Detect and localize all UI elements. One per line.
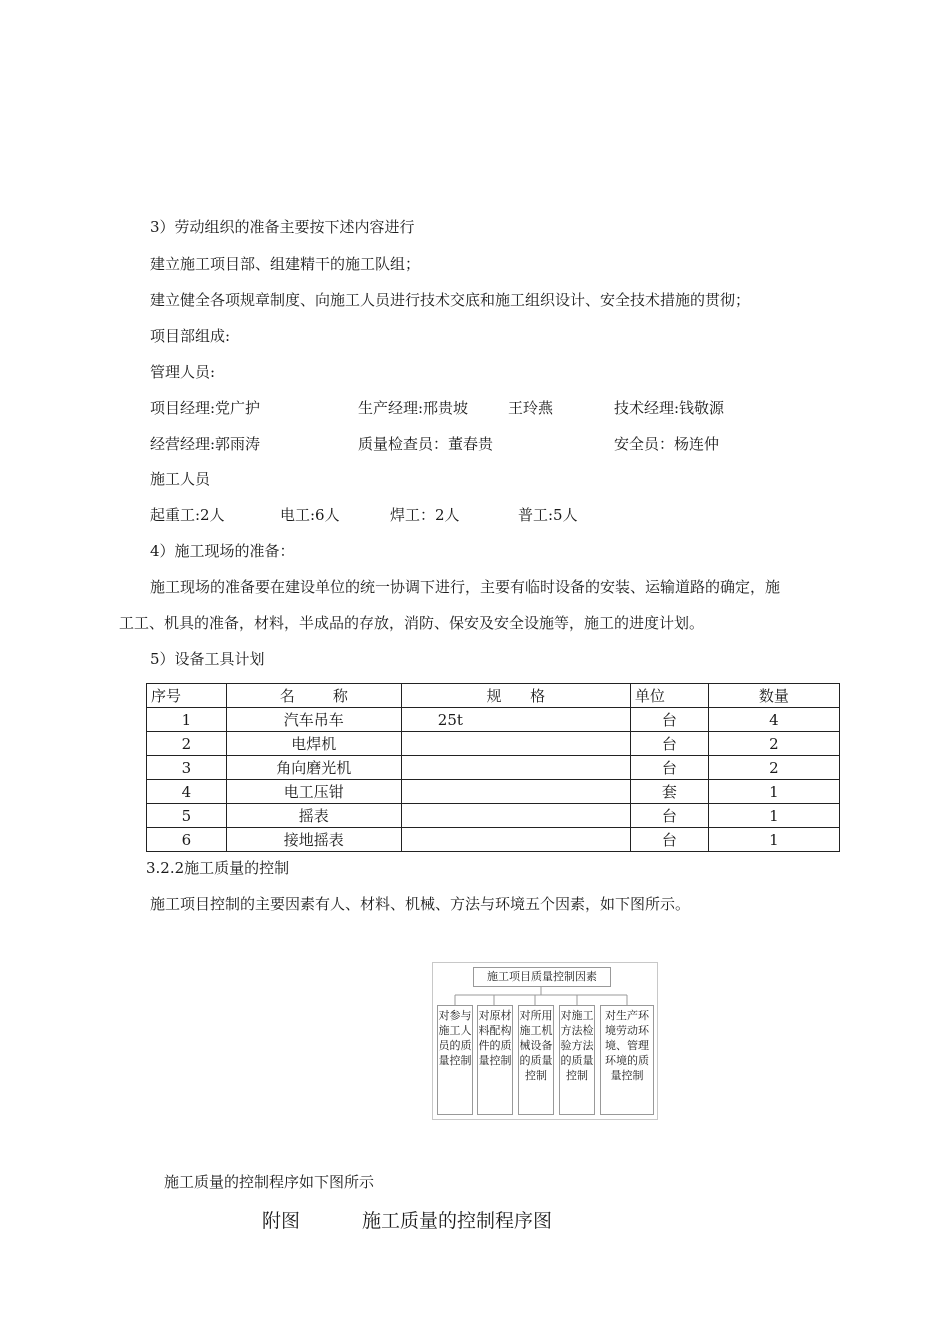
quality-factor-diagram bbox=[432, 962, 658, 1120]
para-site-detail-1: 施工现场的准备要在建设单位的统一协调下进行，主要有临时设备的安装、运输道路的确定，施 bbox=[150, 578, 781, 596]
cell-name: 角向磨光机 bbox=[226, 756, 401, 780]
section-heading-quality: 3.2.2施工质量的控制 bbox=[146, 859, 290, 877]
cell-quantity: 1 bbox=[708, 804, 839, 828]
header-unit: 单位 bbox=[630, 684, 708, 708]
cell-name: 汽车吊车 bbox=[226, 708, 401, 732]
diagram-box-machinery: 对所用施工机械设备的质量控制 bbox=[518, 1005, 554, 1115]
table-row bbox=[147, 708, 840, 732]
worker-rigger: 起重工:2人 bbox=[150, 506, 225, 524]
para-site-detail-2: 工工、机具的准备，材料，半成品的存放，消防、保安及安全设施等，施工的进度计划。 bbox=[119, 614, 705, 632]
para-site-preparation: 4）施工现场的准备： bbox=[150, 542, 295, 560]
cell-name: 摇表 bbox=[226, 804, 401, 828]
worker-laborer: 普工:5人 bbox=[518, 506, 578, 524]
cell-unit: 台 bbox=[630, 828, 708, 852]
manager-business: 经营经理:郭雨涛 bbox=[150, 435, 261, 453]
para-quality-factors: 施工项目控制的主要因素有人、材料、机械、方法与环境五个因素，如下图所示。 bbox=[150, 895, 691, 913]
worker-electrician: 电工:6人 bbox=[280, 506, 340, 524]
cell-index: 2 bbox=[147, 732, 227, 756]
diagram-box-personnel: 对参与施工人员的质量控制 bbox=[437, 1005, 473, 1115]
table-header-row bbox=[147, 684, 840, 708]
para-management-staff: 管理人员: bbox=[150, 363, 216, 381]
para-construction-staff: 施工人员 bbox=[150, 470, 211, 488]
table-row bbox=[147, 828, 840, 852]
manager-technical: 技术经理:钱敬源 bbox=[614, 399, 725, 417]
cell-index: 3 bbox=[147, 756, 227, 780]
cell-index: 4 bbox=[147, 780, 227, 804]
table-row bbox=[147, 780, 840, 804]
diagram-title: 施工项目质量控制因素 bbox=[473, 967, 611, 987]
cell-name: 电焊机 bbox=[226, 732, 401, 756]
header-quantity: 数量 bbox=[708, 684, 839, 708]
cell-spec bbox=[401, 804, 630, 828]
cell-unit: 台 bbox=[630, 732, 708, 756]
diagram-box-methods: 对施工方法检验方法的质量控制 bbox=[559, 1005, 595, 1115]
cell-unit: 台 bbox=[630, 756, 708, 780]
table-row bbox=[147, 732, 840, 756]
cell-name: 接地摇表 bbox=[226, 828, 401, 852]
appendix-title: 施工质量的控制程序图 bbox=[362, 1210, 553, 1232]
table-row bbox=[147, 756, 840, 780]
para-labor-organization: 3）劳动组织的准备主要按下述内容进行 bbox=[150, 218, 415, 236]
cell-spec bbox=[401, 732, 630, 756]
worker-welder: 焊工：2人 bbox=[390, 506, 460, 524]
cell-index: 6 bbox=[147, 828, 227, 852]
para-quality-procedure: 施工质量的控制程序如下图所示 bbox=[164, 1173, 375, 1191]
cell-name: 电工压钳 bbox=[226, 780, 401, 804]
cell-unit: 台 bbox=[630, 804, 708, 828]
cell-index: 1 bbox=[147, 708, 227, 732]
cell-spec: 25t bbox=[401, 708, 630, 732]
table-row bbox=[147, 804, 840, 828]
cell-quantity: 1 bbox=[708, 780, 839, 804]
cell-unit: 台 bbox=[630, 708, 708, 732]
manager-safety: 安全员：杨连仲 bbox=[614, 435, 720, 453]
cell-spec bbox=[401, 756, 630, 780]
cell-quantity: 2 bbox=[708, 756, 839, 780]
cell-quantity: 4 bbox=[708, 708, 839, 732]
cell-quantity: 2 bbox=[708, 732, 839, 756]
cell-spec bbox=[401, 780, 630, 804]
manager-quality: 质量检查员：董春贵 bbox=[358, 435, 494, 453]
manager-production-2: 王玲燕 bbox=[508, 399, 554, 417]
para-equipment-plan: 5）设备工具计划 bbox=[150, 650, 265, 668]
manager-project: 项目经理:党广护 bbox=[150, 399, 261, 417]
cell-quantity: 1 bbox=[708, 828, 839, 852]
para-regulations: 建立健全各项规章制度、向施工人员进行技术交底和施工组织设计、安全技术措施的贯彻； bbox=[150, 291, 751, 309]
header-index: 序号 bbox=[147, 684, 227, 708]
para-project-dept: 建立施工项目部、组建精干的施工队组； bbox=[150, 255, 421, 273]
appendix-label: 附图 bbox=[262, 1210, 301, 1232]
diagram-box-materials: 对原材料配构件的质量控制 bbox=[477, 1005, 513, 1115]
cell-unit: 套 bbox=[630, 780, 708, 804]
diagram-box-environment: 对生产环境劳动环境、管理环境的质量控制 bbox=[600, 1005, 654, 1115]
header-name: 名 称 bbox=[226, 684, 401, 708]
cell-spec bbox=[401, 828, 630, 852]
manager-production: 生产经理:邢贵坡 bbox=[358, 399, 469, 417]
equipment-table bbox=[146, 683, 840, 852]
cell-index: 5 bbox=[147, 804, 227, 828]
para-dept-composition: 项目部组成: bbox=[150, 327, 231, 345]
header-spec: 规 格 bbox=[401, 684, 630, 708]
